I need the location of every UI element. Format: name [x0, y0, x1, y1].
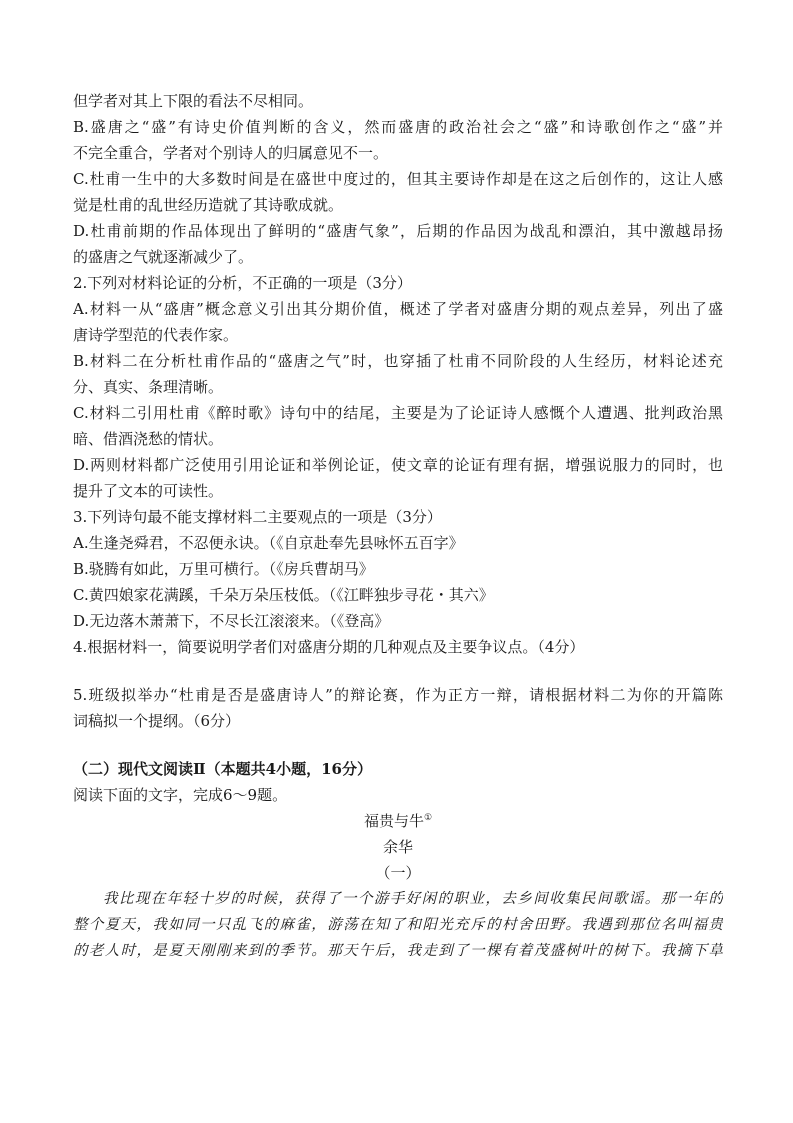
option-b-line: B.盛唐之“盛”有诗史价值判断的含义，然而盛唐的政治社会之“盛”和诗歌创作之“盛”并 — [73, 118, 723, 136]
q3-option-c: C.黄四娘家花满蹊，千朵万朵压枝低。（《江畔独步寻花・其六》 — [73, 586, 494, 604]
story-body-line: 整个夏天，我如同一只乱飞的麻雀，游荡在知了和阳光充斥的村舍田野。我遇到那位名叫福贵 — [73, 917, 723, 933]
spacer — [73, 734, 723, 756]
question-2-stem: 2.下列对材料论证的分析，不正确的一项是（3分） — [73, 274, 412, 292]
q3-option-d: D.无边落木萧萧下，不尽长江滚滚来。（《登高》 — [73, 612, 390, 630]
q2-option-b-cont: 分、真实、条理清晰。 — [73, 378, 224, 396]
section-instruction: 阅读下面的文字，完成6～9题。 — [73, 786, 288, 804]
q2-option-c: C.材料二引用杜甫《醉时歌》诗句中的结尾，主要是为了论证诗人感慨个人遭遇、批判政治黑 — [73, 404, 723, 422]
q2-option-a-cont: 唐诗学型范的代表作家。 — [73, 326, 239, 344]
story-part: （一） — [375, 864, 421, 882]
document-page — [73, 88, 723, 964]
story-body-line: 我比现在年轻十岁的时候，获得了一个游手好闲的职业，去乡间收集民间歌谣。那一年的 — [103, 891, 723, 907]
q3-option-b: B.骁腾有如此，万里可横行。（《房兵曹胡马》 — [73, 560, 374, 578]
spacer — [73, 660, 723, 682]
q2-option-c-cont: 暗、借酒浇愁的情状。 — [73, 430, 224, 448]
text-line: 但学者对其上下限的看法不尽相同。 — [73, 92, 314, 110]
option-c-line: C.杜甫一生中的大多数时间是在盛世中度过的，但其主要诗作却是在这之后创作的，这让人感 — [73, 170, 723, 188]
story-title — [73, 808, 723, 834]
text-line: 觉是杜甫的乱世经历造就了其诗歌成就。 — [73, 196, 344, 214]
story-author: 余华 — [382, 838, 413, 856]
text-line: 不完全重合，学者对个别诗人的归属意见不一。 — [73, 144, 389, 162]
question-3-stem: 3.下列诗句最不能支撑材料二主要观点的一项是（3分） — [73, 508, 442, 526]
text-line: 的盛唐之气就逐渐减少了。 — [73, 248, 254, 266]
footnote-marker: ① — [423, 813, 433, 823]
story-title-text: 福贵与牛 — [363, 812, 424, 830]
question-5-cont: 词稿拟一个提纲。（6分） — [73, 712, 241, 730]
q3-option-a: A.生逢尧舜君，不忍便永诀。（《自京赴奉先县咏怀五百字》 — [73, 534, 464, 552]
question-4-stem: 4.根据材料一，简要说明学者们对盛唐分期的几种观点及主要争议点。（4分） — [73, 638, 585, 656]
q2-option-b: B.材料二在分析杜甫作品的“盛唐之气”时，也穿插了杜甫不同阶段的人生经历，材料论述充 — [73, 352, 723, 370]
option-d-line: D.杜甫前期的作品体现出了鲜明的“盛唐气象”，后期的作品因为战乱和漂泊，其中激越昂扬 — [73, 222, 723, 240]
q2-option-d: D.两则材料都广泛使用引用论证和举例论证，使文章的论证有理有据，增强说服力的同时，也 — [73, 456, 723, 474]
q2-option-d-cont: 提升了文本的可读性。 — [73, 482, 224, 500]
q2-option-a: A.材料一从“盛唐”概念意义引出其分期价值，概述了学者对盛唐分期的观点差异，列出了盛 — [73, 300, 723, 318]
story-body-line: 的老人时，是夏天刚刚来到的季节。那天午后，我走到了一棵有着茂盛树叶的树下。我摘下草 — [73, 943, 723, 959]
section-heading: （二）现代文阅读Ⅱ（本题共4小题，16分） — [73, 760, 372, 778]
question-5-stem: 5.班级拟举办“杜甫是否是盛唐诗人”的辩论赛，作为正方一辩，请根据材料二为你的开篇陈 — [73, 686, 723, 704]
